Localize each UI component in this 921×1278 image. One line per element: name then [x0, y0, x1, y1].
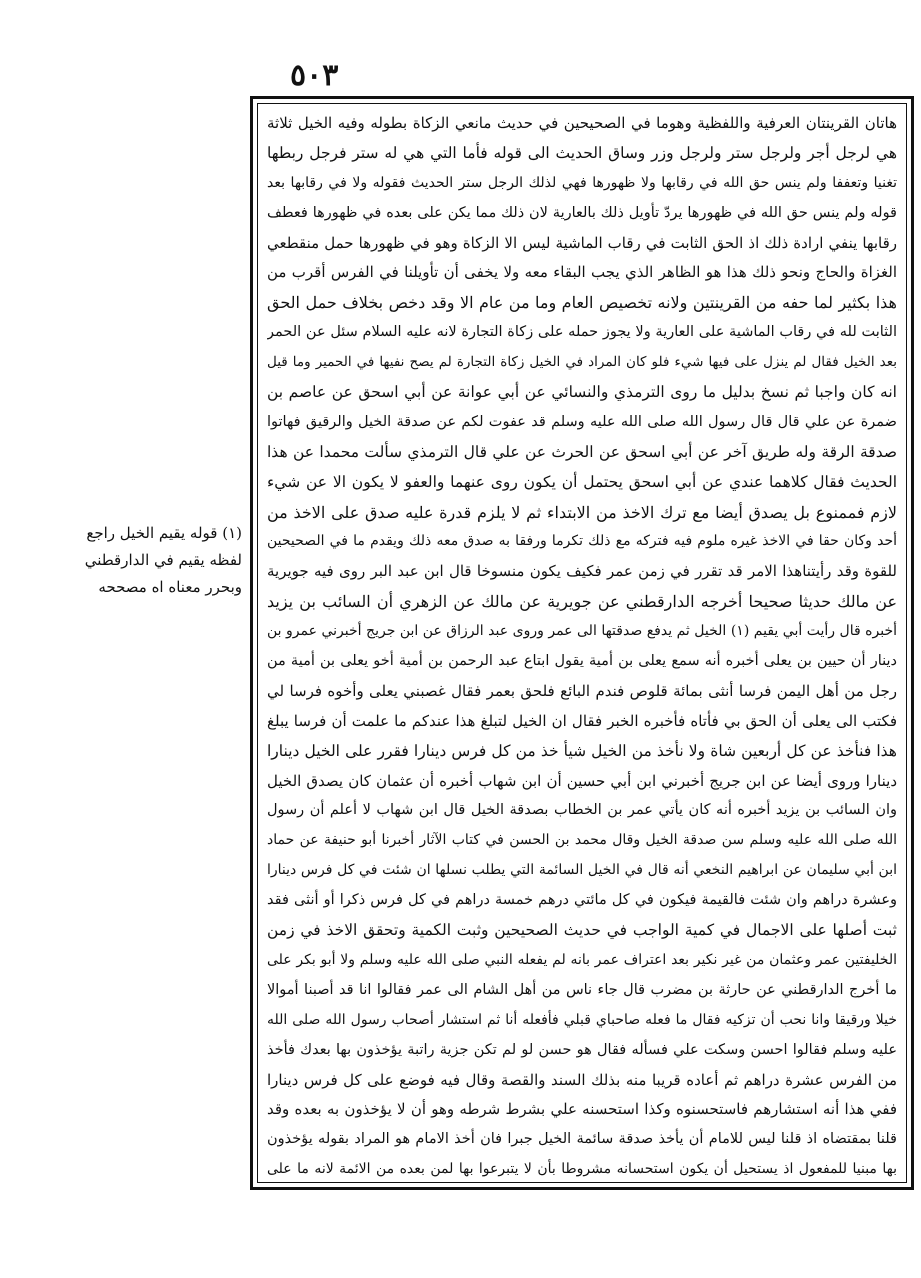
text-line: خيلا ورقيقا وانا نحب أن تزكيه فقال ما فعله صاحباي قبلي فأفعله أنا ثم استشار أصحاب رسول الله صلى الله — [267, 1011, 897, 1028]
text-line: وعشرة دراهم وان شئت فالقيمة فيكون في كل مائتي درهم خمسة دراهم في كل فرس ذكرا أو أنثى فقد — [267, 892, 897, 909]
text-line: عليه وسلم فقالوا احسن وسكت علي فسأله فقال هو حسن لو لم تكن جزية راتبة يؤخذون بها بعدك فأخذ — [267, 1041, 897, 1058]
text-line: وان السائب بن يزيد أخبره أنه كان يأتي عمر بن الخطاب بصدقة الخيل قال ابن شهاب لا أعلم أن رسول — [267, 802, 897, 819]
text-line: دينار أن حيين بن يعلى أخبره أنه سمع يعلى بن أمية يقول ابتاع عبد الرحمن بن أمية أخو يعلى بن أمية من — [267, 653, 897, 670]
text-line: تغنيا وتعففا ولم ينس حق الله في رقابها ولا ظهورها فهي لذلك الرجل ستر الحديث فقوله ولا في رقابها بعد — [267, 174, 897, 191]
text-line: بعد الخيل فقال لم ينزل على فيها شيء فلو كان المراد في الخيل زكاة التجارة لم يصح نفيها في الحمير وما قيل — [267, 354, 897, 371]
text-line: هذا فنأخذ عن كل أربعين شاة ولا نأخذ من الخيل شيأ خذ من كل فرس دينارا فقرر على الخيل دينارا — [267, 741, 897, 760]
text-line: دينارا وروى أيضا عن ابن جريج أخبرني ابن أبي حسين أن ابن شهاب أخبره أن عثمان كان يصدق الخيل — [267, 771, 897, 790]
text-line: ففي هذا أنه استشارهم فاستحسنوه وكذا استحسنه علي بشرط شرطه وهو أن لا يؤخذون به بعده وقد — [267, 1100, 897, 1119]
text-line: الثابت لله في رقاب الماشية على العارية ولا يجوز حمله على زكاة التجارة لانه عليه السلام سئل عن الحمر — [267, 324, 897, 341]
text-line: ما أخرج الدارقطني عن حارثة بن مضرب قال جاء ناس من أهل الشام الى عمر فقالوا انا قد أصبنا أموالا — [267, 981, 897, 998]
text-line: هي لرجل أجر ولرجل ستر ولرجل وزر وساق الحديث الى قوله فأما التي هي له ستر فرجل ربطها — [267, 143, 897, 162]
text-line: رجل من أهل اليمن فرسا أنثى بمائة قلوص فندم البائع فلحق بعمر فقال غصبني يعلى وأخوه فرسا لي — [267, 681, 897, 700]
text-line: من الفرس عشرة دراهم ثم أعاده قريبا منه بذلك السند والقصة وقال فيه فوضع على كل فرس دينارا — [267, 1070, 897, 1089]
text-line: عن مالك حديثا صحيحا أخرجه الدارقطني عن جويرية عن مالك عن الزهري أن السائب بن يزيد — [267, 592, 897, 612]
margin-footnote — [82, 520, 242, 601]
footnote-line: (١) قوله يقيم الخيل راجع — [86, 524, 242, 542]
text-line: صدقة الرقة وله طريق آخر عن أبي اسحق عن الحرث عن علي قال الترمذي سألت محمدا عن هذا — [267, 442, 897, 461]
text-line: قلنا بمقتضاه اذ قلنا ليس للامام أن يأخذ صدقة سائمة الخيل جبرا فان أخذ الامام هو المراد بقوله يؤخذون — [267, 1131, 897, 1148]
text-line: أخبره قال رأيت أبي يقيم (١) الخيل ثم يدفع صدقتها الى عمر وروى عبد الرزاق عن ابن جريج أخبرني عمرو بن — [267, 623, 897, 640]
text-line: ثبت أصلها على الاجمال في كمية الواجب في حديث الصحيحين وثبت الكمية وتحقق الاخذ في زمن — [267, 921, 897, 940]
text-line: ابن أبي سليمان عن ابراهيم النخعي أنه قال في الخيل السائمة التي يطلب نسلها ان شئت في كل فرس دينارا — [267, 862, 897, 879]
text-line: قوله ولم ينس حق الله في ظهورها يردّ تأويل ذلك بالعارية لان ذلك مما يكن على بعده في ظهورها فعطف — [267, 204, 897, 221]
text-frame — [250, 96, 914, 1190]
main-text-block — [267, 109, 897, 1177]
text-line: هاتان القرينتان العرفية واللفظية وهوما في الصحيحين في حديث مانعي الزكاة بطوله وفيه الخيل ثلاثة — [267, 114, 897, 132]
text-line: أحد وكان حقا في الاخذ غيره ملوم فيه فتركه مع ذلك تكرما ورفقا به صدق معه ذلك ويقدم ما في الصحيحين — [267, 533, 897, 550]
text-line: الحديث فقال كلاهما عندي عن أبي اسحق يحتمل أن يكون روى عنهما والعفو لا يكون الا عن شيء — [267, 472, 897, 491]
text-line: هذا بكثير لما حفه من القرينتين ولانه تخصيص العام وما من عام الا وقد دخص بخلاف حمل الحق — [267, 293, 897, 313]
text-line: للقوة وقد رأيتناهذا الامر قد تقرر في زمن عمر فكيف يكون منسوخا قال ابن عبد البر روى فيه جويرية — [267, 562, 897, 581]
text-line: انه كان واجبا ثم نسخ بدليل ما روى الترمذي والنسائي عن أبي عوانة عن أبي اسحق عن عاصم بن — [267, 383, 897, 402]
text-line: ضمرة عن علي قال قال رسول الله صلى الله عليه وسلم قد عفوت لكم عن صدقة الخيل والرقيق فهاتوا — [267, 413, 897, 430]
footnote-line: وبحرر معناه اه مصححه — [98, 578, 242, 596]
text-line: بها مبنيا للمفعول اذ يستحيل أن يكون استحسانه مشروطا بأن لا يتبرعوا بها لمن بعده من الائمة لانه ما على — [267, 1161, 897, 1178]
text-line: الله صلى الله عليه وسلم سن صدقة الخيل وقال محمد بن الحسن في كتاب الآثار أخبرنا أبو حنيفة عن حماد — [267, 832, 897, 849]
text-line: فكتب الى يعلى أن الحق بي فأتاه فأخبره الخبر فقال ان الخيل لتبلغ هذا عندكم ما علمت أن فرسا يبلغ — [267, 711, 897, 730]
text-line: الخليفتين عمر وعثمان من غير نكير بعد اعتراف عمر بانه لم يفعله النبي صلى الله عليه وسلم ولا أبو بكر على — [267, 951, 897, 968]
text-line: لازم فممنوع بل يصدق أيضا مع ترك الاخذ من الابتداء ثم لا يلزم قدرة عليه صدق على الاخذ من — [267, 502, 897, 522]
text-line: الغزاة والحاج ونحو ذلك هذا هو الظاهر الذي يجب البقاء معه ولا يخفى أن تأويلنا في الفرس أقرب من — [267, 263, 897, 282]
text-line: رقابها ينفي ارادة ذلك اذ الحق الثابت في رقاب الماشية ليس الا الزكاة وهو في ظهورها حمل منقطعي — [267, 233, 897, 252]
footnote-line: لفظه يقيم في الدارقطني — [84, 551, 242, 569]
page-number: ٥٠٣ — [290, 58, 339, 93]
